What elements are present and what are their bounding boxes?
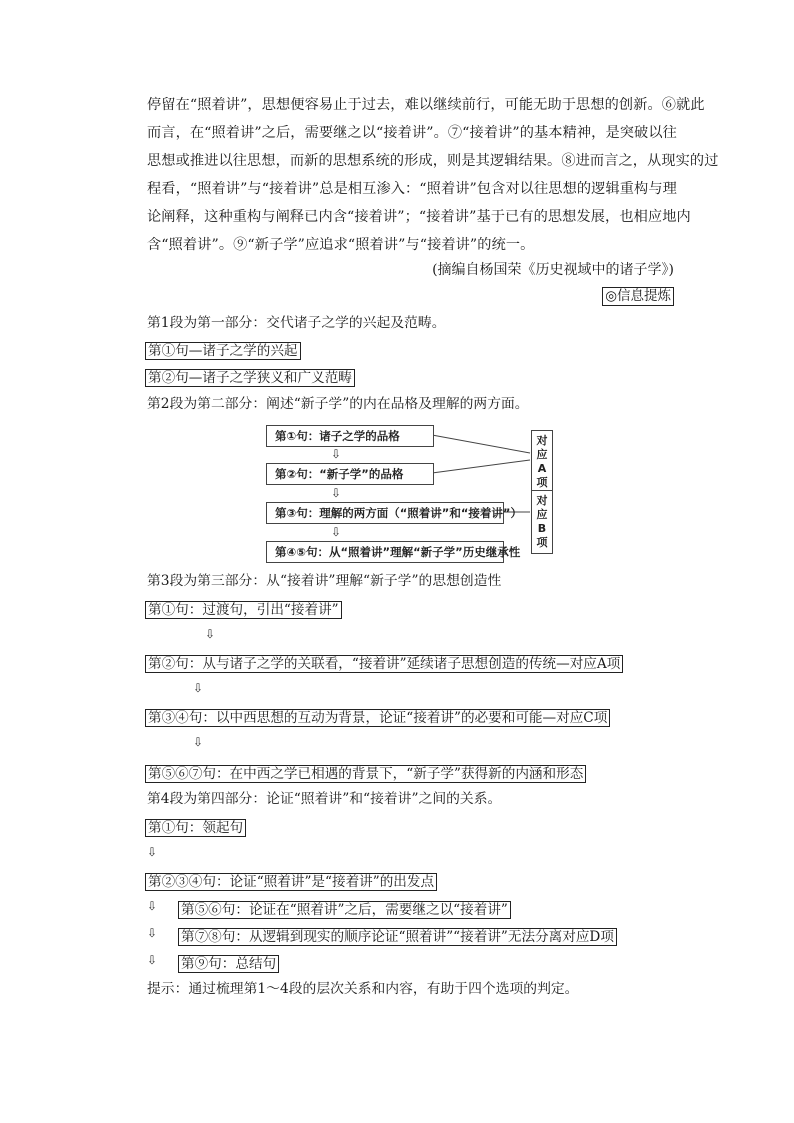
- passage-line-5: 论阐释，这种重构与阐释已内含“接着讲”；“接着讲”基于已有的思想发展，也相应地内: [147, 209, 691, 225]
- passage-line-3: 思想或推进以往思想，而新的思想系统的形成，则是其逻辑结果。⑧进而言之，从现实的过: [147, 153, 719, 169]
- part3-item-2: 第②句：从与诸子之学的关联看，“接着讲”延续诸子思想创造的传统—对应A项: [145, 655, 623, 673]
- flow-down-arrow-icon: ⇩: [331, 486, 342, 500]
- passage-line-2: 而言，在“照着讲”之后，需要继之以“接着讲”。⑦“接着讲”的基本精神，是突破以往: [147, 125, 677, 141]
- part3-item-3: 第③④句：以中西思想的互动为背景，论证“接着讲”的必要和可能—对应C项: [145, 709, 610, 727]
- part4-down-arrow-icon: ⇩: [147, 926, 158, 940]
- part1-item-2: 第②句—诸子之学狭义和广义范畴: [145, 369, 355, 387]
- hint-text: 提示：通过梳理第1～4段的层次关系和内容，有助于四个选项的判定。: [147, 981, 579, 997]
- flow-side-box-a: 对应A项: [531, 430, 553, 494]
- flow-box-sentence-3: 第③句：理解的两方面（“照着讲”和“接着讲”）: [266, 502, 504, 524]
- flow-box-sentence-2: 第②句：“新子学”的品格: [266, 463, 434, 485]
- passage-line-6: 含“照着讲”。⑨“新子学”应追求“照着讲”与“接着讲”的统一。: [147, 237, 535, 253]
- part4-heading: 第4段为第四部分：论证“照着讲”和“接着讲”之间的关系。: [147, 791, 502, 807]
- part4-item-2: 第②③④句：论证“照着讲”是“接着讲”的出发点: [145, 873, 437, 891]
- flow-box-sentence-4-5: 第④⑤句：从“照着讲”理解“新子学”历史继承性: [266, 541, 504, 563]
- part2-heading: 第2段为第二部分：阐述“新子学”的内在品格及理解的两方面。: [147, 396, 529, 412]
- part4-item-1: 第①句：领起句: [145, 819, 246, 837]
- part4-item-5: 第⑨句：总结句: [178, 955, 279, 973]
- passage-source: (摘编自杨国荣《历史视域中的诸子学》): [432, 262, 674, 278]
- part3-down-arrow-icon: ⇩: [193, 735, 204, 749]
- part1-heading: 第1段为第一部分：交代诸子之学的兴起及范畴。: [147, 315, 446, 331]
- part3-item-1: 第①句：过渡句，引出“接着讲”: [145, 601, 342, 619]
- flow-side-box-b: 对应B项: [531, 490, 553, 554]
- part4-down-arrow-icon: ⇩: [147, 953, 158, 967]
- part3-item-4: 第⑤⑥⑦句：在中西之学已相遇的背景下，“新子学”获得新的内涵和形态: [145, 765, 586, 783]
- part3-heading: 第3段为第三部分：从“接着讲”理解“新子学”的思想创造性: [147, 573, 502, 589]
- flow-down-arrow-icon: ⇩: [331, 525, 342, 539]
- part1-item-1: 第①句—诸子之学的兴起: [145, 342, 301, 360]
- part4-down-arrow-icon: ⇩: [147, 899, 158, 913]
- passage-line-4: 程看，“照着讲”与“接着讲”总是相互渗入：“照着讲”包含对以往思想的逻辑重构与理: [147, 181, 677, 197]
- info-extraction-tag: ◎信息提炼: [602, 287, 674, 306]
- part4-item-4: 第⑦⑧句：从逻辑到现实的顺序论证“照着讲”“接着讲”无法分离对应D项: [178, 928, 617, 946]
- passage-line-1: 停留在“照着讲”，思想便容易止于过去，难以继续前行，可能无助于思想的创新。⑥就此: [147, 97, 705, 113]
- flow-box-sentence-1: 第①句：诸子之学的品格: [266, 425, 434, 447]
- part3-down-arrow-icon: ⇩: [193, 681, 204, 695]
- part3-down-arrow-icon: ⇩: [205, 627, 216, 641]
- part4-item-3: 第⑤⑥句：论证在“照着讲”之后，需要继之以“接着讲”: [178, 901, 511, 919]
- part4-down-arrow-icon: ⇩: [147, 845, 158, 859]
- flow-down-arrow-icon: ⇩: [331, 447, 342, 461]
